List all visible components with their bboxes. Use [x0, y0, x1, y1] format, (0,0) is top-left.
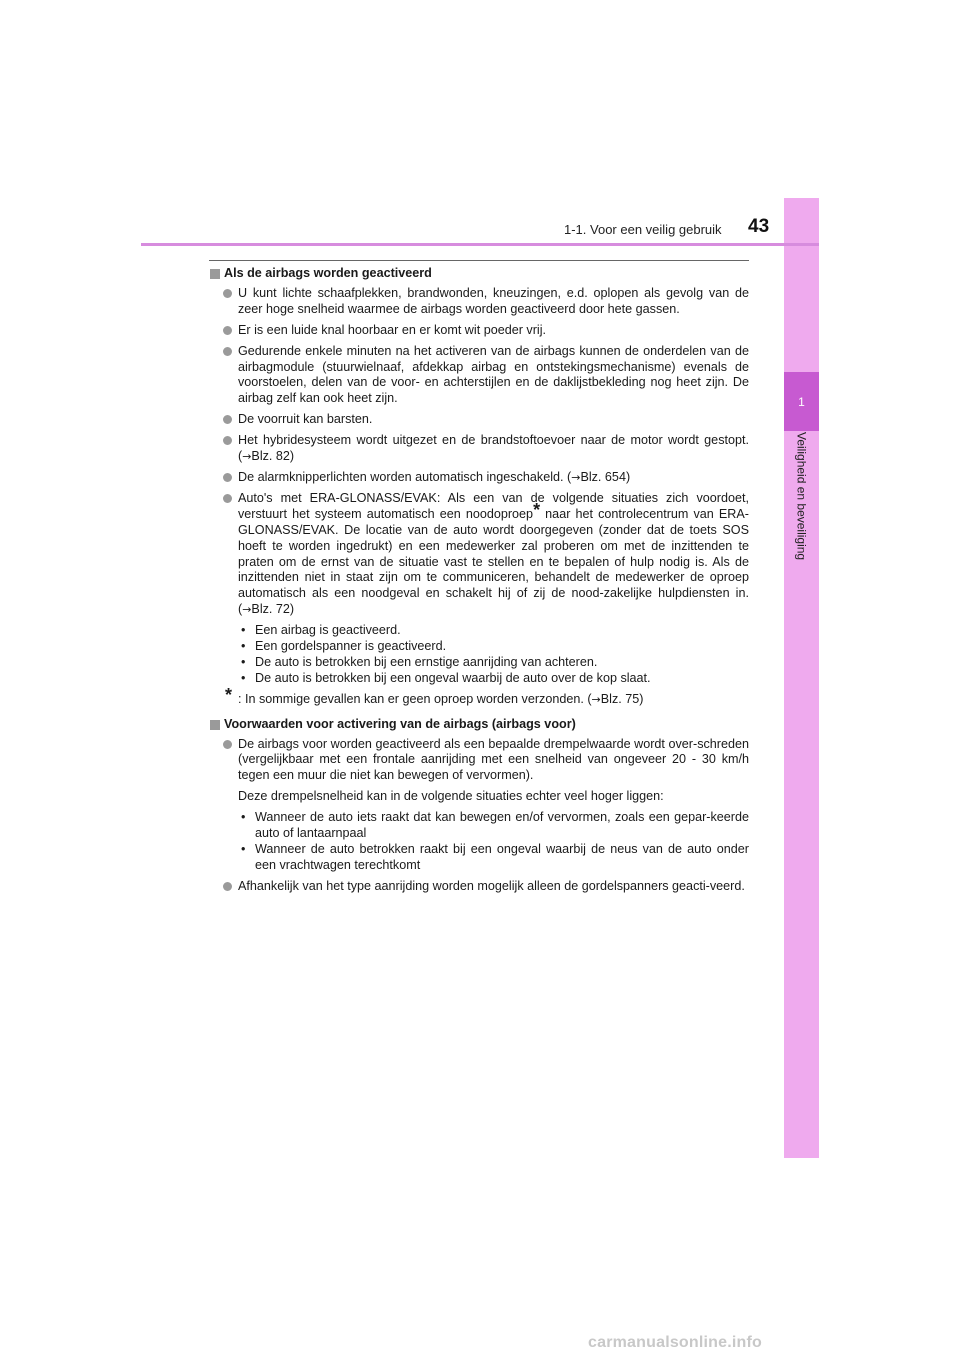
- list-item: Auto's met ERA-GLONASS/EVAK: Als een van de volgende situaties zich voordoet, verstuurt het systeem automatisch een noodoproep* naar het controlecentrum van ERA-GLONASS/EVAK. De locatie van de auto wordt doorgegeven (zonder dat de toets SOS hoeft te worden ingedrukt) en een medewerker zal proberen om met de inzittenden te praten om de ernst van de situatie vast te stellen en te bepalen of hulp nodig is. Als de inzittenden niet in staat zijn om te communiceren, behandelt de medewerker de oproep automatisch als een noodgeval en schakelt hij of zij de nood-zakelijke hulpdiensten in. (→Blz. 72): [209, 491, 749, 618]
- sub-list-situations: [209, 623, 749, 687]
- page-reference[interactable]: Blz. 654): [580, 469, 631, 484]
- round-bullet-icon: [223, 415, 232, 424]
- round-bullet-icon: [223, 740, 232, 749]
- round-bullet-icon: [223, 326, 232, 335]
- chapter-number: 1: [784, 372, 819, 431]
- section-title: 1-1. Voor een veilig gebruik: [564, 222, 722, 237]
- list-item: Het hybridesysteem wordt uitgezet en de brandstoftoevoer naar de motor wordt gestopt. (→Blz. 82): [209, 433, 749, 465]
- paragraph: Deze drempelsnelheid kan in de volgende situaties echter veel hoger liggen:: [238, 789, 664, 804]
- chapter-label: [784, 432, 819, 672]
- chapter-side-tab: [784, 198, 819, 1158]
- page-number: 43: [748, 216, 770, 237]
- heading-airbags-activated: Als de airbags worden geactiveerd: [209, 266, 749, 282]
- square-bullet-icon: [210, 720, 220, 730]
- chapter-label-text: Veiligheid en beveiliging: [794, 432, 809, 561]
- page-reference[interactable]: Blz. 75): [600, 691, 644, 706]
- page-reference[interactable]: Blz. 72): [251, 602, 295, 617]
- sub-list-item: • Wanneer de auto iets raakt dat kan bewegen en/of vervormen, zoals een gepar-keerde auto of lantaarnpaal: [238, 810, 749, 842]
- list-item: De voorruit kan barsten.: [209, 412, 749, 428]
- list-item: De airbags voor worden geactiveerd als een bepaalde drempelwaarde wordt over-schreden (vergelijkbaar met een frontale aanrijding met een snelheid van ongeveer 20 - 30 km/h tegen een muur die niet kan bewegen of vervormen).: [209, 737, 749, 785]
- page-content: [209, 266, 749, 900]
- sub-list-item: • Wanneer de auto betrokken raakt bij een ongeval waarbij de neus van de auto onder een vrachtwagen terechtkomt: [238, 842, 749, 874]
- list-item: De alarmknipperlichten worden automatisch ingeschakeld. (→Blz. 654): [209, 470, 749, 486]
- reference-arrow-icon: →: [242, 450, 252, 464]
- page-reference[interactable]: Blz. 82): [251, 449, 295, 464]
- round-bullet-icon: [223, 473, 232, 482]
- sub-list-item: • Een airbag is geactiveerd.: [238, 623, 749, 639]
- heading-activation-conditions: Voorwaarden voor activering van de airbags (airbags voor): [209, 717, 749, 733]
- list-item: Afhankelijk van het type aanrijding worden mogelijk alleen de gordelspanners geacti-veerd.: [209, 879, 749, 895]
- sub-list-item: • Een gordelspanner is geactiveerd.: [238, 639, 749, 655]
- round-bullet-icon: [223, 494, 232, 503]
- square-bullet-icon: [210, 269, 220, 279]
- reference-arrow-icon: →: [242, 603, 252, 617]
- round-bullet-icon: [223, 347, 232, 356]
- round-bullet-icon: [223, 289, 232, 298]
- watermark: carmanualsonline.info: [588, 1334, 763, 1351]
- sub-list-conditions: [209, 810, 749, 874]
- footnote-marker: *: [533, 499, 541, 520]
- list-item: Gedurende enkele minuten na het activeren van de airbags kunnen de onderdelen van de airbagmodule (stuurwielnaaf, afdekkap airbag en ontstekingsmechanisme) evenals de voorstoelen, delen van de voor- en achterstijlen en de daklijstbekleding nog heet zijn. De airbag zelf kan ook heet zijn.: [209, 344, 749, 408]
- footnote: * : In sommige gevallen kan er geen oproep worden verzonden. (→Blz. 75): [225, 684, 644, 706]
- sub-list-item: • De auto is betrokken bij een ongeval waarbij de auto over de kop slaat.: [238, 671, 749, 687]
- reference-arrow-icon: →: [591, 692, 601, 706]
- list-item: Er is een luide knal hoorbaar en er komt wit poeder vrij.: [209, 323, 749, 339]
- sub-list-item: • De auto is betrokken bij een ernstige aanrijding van achteren.: [238, 655, 749, 671]
- round-bullet-icon: [223, 436, 232, 445]
- footnote-marker: *: [225, 684, 233, 705]
- reference-arrow-icon: →: [571, 470, 581, 484]
- round-bullet-icon: [223, 882, 232, 891]
- content-rule: [209, 260, 749, 261]
- header-divider: [141, 243, 819, 246]
- list-item: U kunt lichte schaafplekken, brandwonden, kneuzingen, e.d. oplopen als gevolg van de zeer hoge snelheid waarmee de airbags worden geactiveerd door hete gassen.: [209, 286, 749, 318]
